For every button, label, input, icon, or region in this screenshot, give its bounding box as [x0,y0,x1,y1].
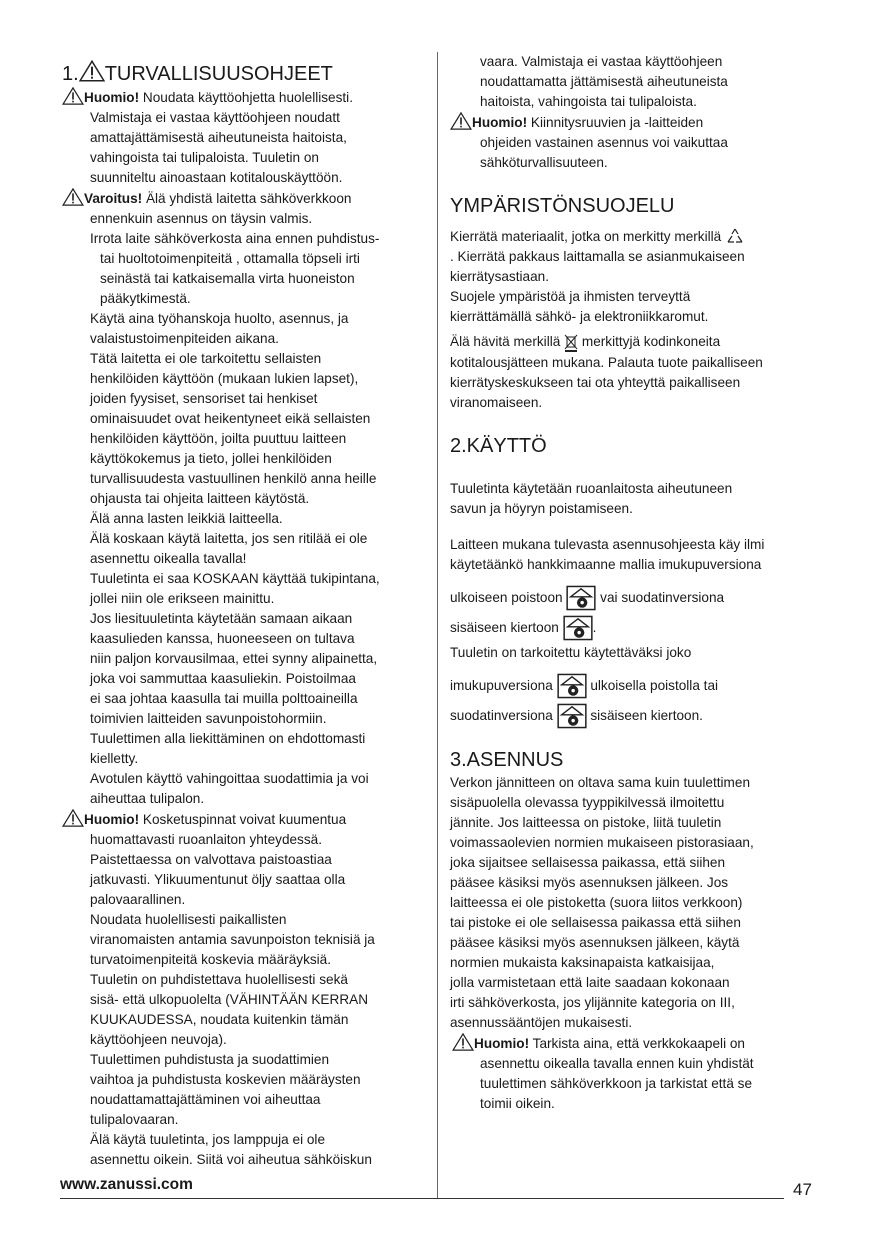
text-line: kierrätysastiaan. [450,269,549,285]
text-line: Irrota laite sähköverkosta aina ennen puhdistus- [90,231,380,246]
text-line: tulipalovaaran. [90,1112,179,1127]
use-outlet-line [450,583,818,613]
heading-number: 1. [62,63,79,85]
text-line: niin paljon korvausilmaa, ettei synny alipainetta, [90,651,378,666]
text-line: vaihtoa ja puhdistusta koskevien määräysten [90,1072,361,1087]
text-line: Tuuletinta käytetään ruoanlaitosta aiheutuneen [450,480,733,496]
text-line: amattajättämisestä aiheutuneista haitoista, [90,130,347,145]
text-line: suunniteltu ainoastaan kotitalouskäyttöön. [90,170,343,185]
text-line: sisäiseen kiertoon. [586,707,703,723]
section-heading-installation: 3.ASENNUS [450,748,564,771]
text-line: Tätä laitetta ei ole tarkoitettu sellaisten [90,351,322,366]
notice-1 [62,87,426,108]
warning-notice [62,188,426,209]
text-line: haitoista, vahingoista tai tulipaloista. [480,94,697,109]
text-line: irti sähköverkosta, jos ylijännite kategoria on III, [450,994,735,1010]
text-line: ei saa johtaa kaasulla tai muilla polttoaineilla [90,691,358,706]
notice-text: Kosketuspinnat voivat kuumentua [139,812,347,827]
text-line: käyttökokemus ja tieto, jollei henkilöiden [90,451,332,466]
text-line: tuulettimen sähköverkkoon ja tarkistat että se [480,1075,753,1091]
recirculation-mode-icon [557,703,587,729]
text-line: Älä hävitä merkillä [450,334,565,350]
text-line: seinästä tai katkaisemalla virta huoneiston [100,271,355,286]
section-heading-safety [62,60,426,87]
text-line: käytetäänkö hankkimaanne mallia imukupuversiona [450,556,762,572]
crossed-bin-icon [564,333,578,353]
warning-triangle-icon [62,87,84,105]
warning-body [62,209,426,229]
text-line: Tuuletinta ei saa KOSKAAN käyttää tukipintana, [90,571,380,586]
text-line: kierrätyskeskukseen tai ota yhteyttä paikalliseen [450,374,741,390]
text-line: sisäpuolella olevassa tyyppikilvessä ilmoitettu [450,794,725,810]
text-line: turvallisuudesta vastuullinen henkilö anna heille [90,471,377,486]
text-line: viranomaiseen. [450,394,543,410]
text-line: Avotulen käyttö vahingoittaa suodattimia ja voi [90,771,369,786]
text-line: sisä- että ulkopuolelta (VÄHINTÄÄN KERRAN [90,992,369,1007]
text-line: tai huoltotoimenpiteitä , ottamalla töpseli irti [100,251,360,266]
text-line: jollei niin ole erikseen mainittu. [90,591,275,606]
text-line: noudattamattajättäminen voi aiheuttaa [90,1092,321,1107]
extraction-mode-icon [566,585,596,611]
text-line: tai pistoke ei ole sellaisessa paikassa että siihen [450,914,741,930]
warning-text: Älä yhdistä laitetta sähköverkkoon [142,191,352,206]
notice-3 [450,112,818,133]
warning-triangle-icon [62,188,84,206]
text-line: kaasulieden kanssa, huoneeseen on tultava [90,631,355,646]
text-line: vahingoista tai tulipaloista. Tuuletin on [90,150,319,165]
text-line: viranomaisten antamia savunpoiston teknisiä ja [90,932,375,947]
extraction-mode-icon [557,673,587,699]
text-line: pääsee käsiksi myös asennuksen jälkeen. Jos [450,874,729,890]
text-line: turvatoimenpiteitä koskevia määräyksiä. [90,952,332,967]
warning-triangle-icon [79,60,105,82]
text-line: ennenkuin asennus on täysin valmis. [90,211,313,226]
right-column [450,52,818,1114]
text-line: jännite. Jos laitteessa on pistoke, liitä tuuletin [450,814,722,830]
text-line: vaara. Valmistaja ei vastaa käyttöohjeen [480,54,723,69]
notice-label: Huomio! [474,1035,530,1051]
text-line: imukupuversiona [450,677,557,693]
section-heading-use: 2.KÄYTTÖ [450,434,547,457]
notice-text: Noudata käyttöohjetta huolellisesti. [139,90,353,105]
notice-label: Huomio! [472,115,528,130]
text-line: vai suodatinversiona [596,589,725,605]
text-line: Tuulettimen alla liekittäminen on ehdottomasti [90,731,366,746]
text-line: joka sijaitsee sellaisessa paikassa, että siihen [450,854,726,870]
text-line: . [592,619,597,635]
text-line: sähköturvallisuuteen. [480,155,608,170]
use-recirc-line-2 [450,701,818,731]
heading-title: TURVALLISUUSOHJEET [104,63,333,85]
text-line: kotitalousjätteen mukana. Palauta tuote paikalliseen [450,354,763,370]
column-divider [437,52,438,1174]
text-line: ohjausta tai ohjeita laitteen käytöstä. [90,491,310,506]
text-line: valaistustoimenpiteiden aikana. [90,331,279,346]
notice-text: Tarkista aina, että verkkokaapeli on [529,1035,745,1051]
para-a [62,229,426,309]
text-line: toimii oikein. [480,1095,555,1111]
text-line: laitteessa ei ole pistoketta (suora liitos verkkoon) [450,894,743,910]
section-heading-environment: YMPÄRISTÖNSUOJELU [450,195,675,217]
text-line: Älä anna lasten leikkiä laitteella. [90,511,283,526]
text-line: KUUKAUDESSA, noudata kuitenkin tämän [90,1012,349,1027]
installation-body [450,773,818,1033]
text-line: ominaisuudet ovat heikentyneet eikä sellaisten [90,411,371,426]
notice-4-body [450,1054,818,1114]
text-line: ulkoiseen poistoon [450,589,567,605]
page-number: 47 [793,1180,812,1199]
text-line: aiheuttaa tulipalon. [90,791,205,806]
text-line: huomattavasti ruoanlaiton yhteydessä. [90,832,322,847]
text-line: käyttöohjeen neuvoja). [90,1032,227,1047]
notice-2 [62,809,426,830]
text-line: suodatinversiona [450,707,557,723]
warning-triangle-icon [62,809,84,827]
notice-label: Huomio! [84,812,140,827]
text-line: kierrättämällä sähkö- ja elektroniikkaromut. [450,309,709,325]
recycle-icon [725,227,745,247]
text-line: Valmistaja ei vastaa käyttöohjeen noudatt [90,110,340,125]
env-line-1 [450,227,818,247]
text-line: Älä käytä tuuletinta, jos lamppuja ei ole [90,1132,326,1147]
notice-3-body [450,133,818,173]
notice-label: Huomio! [84,90,140,105]
text-line: Käytä aina työhanskoja huolto, asennus, ja [90,311,349,326]
notice-text: Kiinnitysruuvien ja -laitteiden [527,115,704,130]
text-line: sisäiseen kiertoon [450,619,563,635]
text-line: kielletty. [90,751,139,766]
footer-divider [437,1172,438,1198]
text-line: Laitteen mukana tulevasta asennusohjeesta käy ilmi [450,536,765,552]
left-column [62,52,426,1170]
text-line: Paistettaessa on valvottava paistoastiaa [90,852,332,867]
text-line: Kierrätä materiaalit, jotka on merkitty merkillä [450,229,722,244]
text-line: Noudata huolellisesti paikallisten [90,912,287,927]
text-line: asennettu oikealla tavalla ennen kuin yhdistät [480,1055,754,1071]
text-line: Suojele ympäristöä ja ihmisten terveyttä [450,289,691,305]
text-line: asennettu oikein. Siitä voi aiheutua sähköiskun [90,1152,372,1167]
footer-rule [60,1198,784,1199]
text-line: palovaarallinen. [90,892,186,907]
text-line: merkittyjä kodinkoneita [578,334,721,350]
text-line: normien mukaista kaksinapaista katkaisijaa, [450,954,715,970]
continued-text [450,52,818,112]
para-b [62,309,426,809]
website-link[interactable]: www.zanussi.com [60,1176,193,1193]
text-line: asennettu oikealla tavalla! [90,551,247,566]
use-outlet-line-2 [450,671,818,701]
text-line: Jos liesituuletinta käytetään samaan aikaan [90,611,353,626]
text-line: noudattamatta jättämisestä aiheutuneista [480,74,728,89]
text-line: Verkon jännitteen on oltava sama kuin tuulettimen [450,774,751,790]
text-line: jatkuvasti. Ylikuumentunut öljy saattaa olla [90,872,346,887]
recirculation-mode-icon [563,615,593,641]
notice-4 [450,1033,818,1054]
text-line: jolla varmistetaan että laite saadaan kokonaan [450,974,730,990]
warning-triangle-icon [450,112,472,130]
warning-label: Varoitus! [84,191,143,206]
use-recirc-line [450,613,818,643]
text-line: Tuulettimen puhdistusta ja suodattimien [90,1052,330,1067]
warning-triangle-icon [452,1033,474,1051]
text-line: joiden fyysiset, sensoriset tai henkiset [90,391,318,406]
notice-1-body [62,108,426,188]
text-line: henkilöiden käyttöön (mukaan lukien lapset), [90,371,359,386]
text-line: savun ja höyryn poistamiseen. [450,500,633,516]
text-line: Älä koskaan käytä laitetta, jos sen ritilää ei ole [90,531,368,546]
text-line: ulkoisella poistolla tai [586,677,719,693]
text-line: pääsee käsiksi myös asennuksen jälkeen, käytä [450,934,740,950]
text-line: voimassaolevien normien mukaiseen pistorasiaan, [450,834,754,850]
text-line: pääkytkimestä. [100,291,191,306]
text-line: joka voi sammuttaa kaasuliekin. Poistoilmaa [90,671,356,686]
text-line: asennussääntöjen mukaisesti. [450,1014,633,1030]
text-line: henkilöiden käyttöön, joilta puuttuu laitteen [90,431,347,446]
text-line: Tuuletin on puhdistettava huolellisesti sekä [90,972,348,987]
text-line: . Kierrätä pakkaus laittamalla se asianmukaiseen [450,249,745,265]
text-line: ohjeiden vastainen asennus voi vaikuttaa [480,135,728,150]
notice-2-body [62,830,426,1170]
text-line: Tuuletin on tarkoitettu käytettäväksi joko [450,644,692,660]
env-weee-line [450,332,818,352]
text-line: toimivien laitteiden savunpoistohormiin. [90,711,327,726]
